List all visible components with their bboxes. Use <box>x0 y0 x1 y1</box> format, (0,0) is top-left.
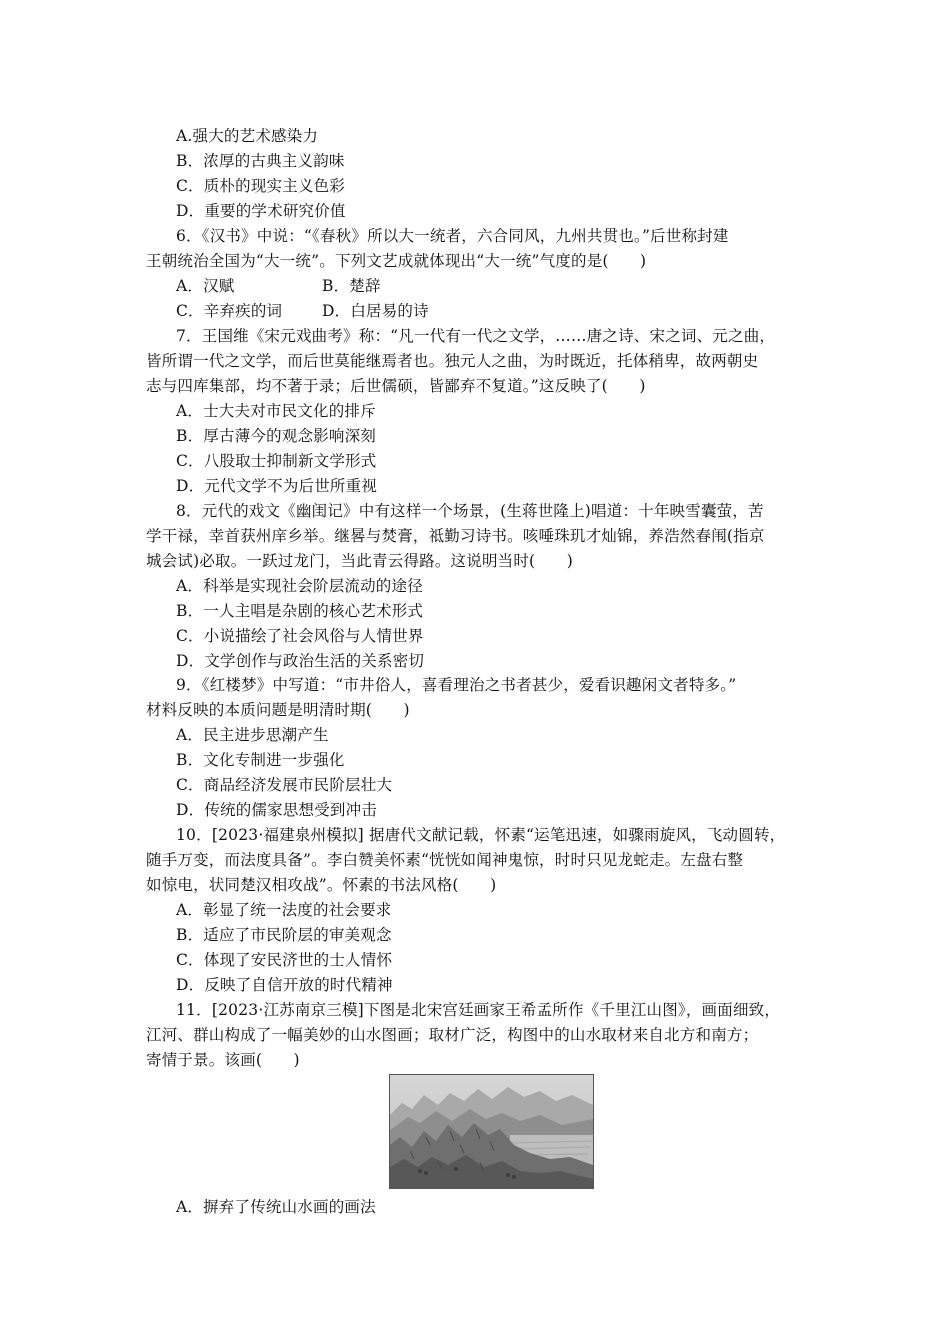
q10-stem-line-3: 如惊电，状同楚汉相攻战”。怀素的书法风格( ) <box>146 876 497 894</box>
q6-option-d: D．白居易的诗 <box>322 302 429 320</box>
q7-stem-line-1: 7．王国维《宋元戏曲考》称：“凡一代有一代之文学，……唐之诗、宋之词、元之曲， <box>176 327 776 345</box>
q6-stem-line-1: 6．《汉书》中说：“《春秋》所以大一统者，六合同风，九州共贯也。”后世称封建 <box>176 227 729 245</box>
q7-stem-line-3: 志与四库集部，均不著于录；后世儒硕，皆鄙弃不复道。”这反映了( ) <box>146 377 646 395</box>
q8-option-d: D．文学创作与政治生活的关系密切 <box>176 652 425 670</box>
q6-option-a: A．汉赋 <box>176 277 235 295</box>
prev-option-b: B．浓厚的古典主义韵味 <box>176 152 345 170</box>
q11-stem-line-2: 江河、群山构成了一幅美妙的山水图画；取材广泛，构图中的山水取材来自北方和南方； <box>146 1026 759 1044</box>
landscape-painting-image <box>389 1074 594 1189</box>
q7-stem-line-2: 皆所谓一代之文学，而后世莫能继焉者也。独元人之曲，为时既近，托体稍卑，故两朝史 <box>146 352 759 370</box>
q9-option-a: A．民主进步思潮产生 <box>176 726 329 744</box>
q11-stem-line-3: 寄情于景。该画( ) <box>146 1051 300 1069</box>
q9-option-d: D．传统的儒家思想受到冲击 <box>176 801 378 819</box>
landscape-painting-svg <box>390 1075 593 1188</box>
q8-stem-line-3: 城会试)必取。一跃过龙门，当此青云得路。这说明当时( ) <box>146 552 573 570</box>
q10-option-a: A．彰显了统一法度的社会要求 <box>176 901 392 919</box>
q7-option-b: B．厚古薄今的观念影响深刻 <box>176 427 376 445</box>
q10-option-c: C．体现了安民济世的士人情怀 <box>176 951 393 969</box>
q7-option-c: C．八股取士抑制新文学形式 <box>176 452 377 470</box>
prev-option-d: D．重要的学术研究价值 <box>176 202 346 220</box>
q8-option-a: A．科举是实现社会阶层流动的途径 <box>176 577 423 595</box>
q10-stem-line-2: 随手万变，而法度具备”。李白赞美怀素“恍恍如闻神鬼惊，时时只见龙蛇走。左盘右整 <box>146 851 744 869</box>
q7-option-a: A．士大夫对市民文化的排斥 <box>176 402 376 420</box>
q8-option-b: B．一人主唱是杂剧的核心艺术形式 <box>176 602 424 620</box>
q9-stem-line-2: 材料反映的本质问题是明清时期( ) <box>146 701 410 719</box>
q8-stem-line-2: 学干禄，幸首获州庠乡举。继晷与焚膏，祗勤习诗书。咳唾珠玑才灿锦，养浩然春闱(指京 <box>146 527 765 545</box>
q6-option-c: C．辛弃疾的词 <box>176 302 283 320</box>
q10-stem-line-1: 10．[2023·福建泉州模拟] 据唐代文献记载，怀素“运笔迅速，如骤雨旋风，飞动圆转， <box>176 826 786 844</box>
q8-option-c: C．小说描绘了社会风俗与人情世界 <box>176 627 424 645</box>
q6-stem-line-2: 王朝统治全国为“大一统”。下列文艺成就体现出“大一统”气度的是( ) <box>146 252 647 270</box>
q7-option-d: D．元代文学不为后世所重视 <box>176 477 378 495</box>
q11-stem-line-1: 11．[2023·江苏南京三模]下图是北宋宫廷画家王希孟所作《千里江山图》，画面细致， <box>176 1001 781 1019</box>
q9-stem-line-1: 9．《红楼梦》中写道：“市井俗人，喜看理治之书者甚少，爱看识趣闲文者特多。” <box>176 676 737 694</box>
q6-option-b: B．楚辞 <box>322 277 381 295</box>
q10-option-b: B．适应了市民阶层的审美观念 <box>176 926 392 944</box>
prev-option-a: A.强大的艺术感染力 <box>176 127 319 145</box>
q8-stem-line-1: 8．元代的戏文《幽闺记》中有这样一个场景，(生蒋世隆上)唱道：十年映雪囊萤，苦 <box>176 502 764 520</box>
q11-option-a: A．摒弃了传统山水画的画法 <box>176 1198 376 1216</box>
prev-option-c: C．质朴的现实主义色彩 <box>176 177 346 195</box>
q9-option-c: C．商品经济发展市民阶层壮大 <box>176 776 393 794</box>
q9-option-b: B．文化专制进一步强化 <box>176 751 345 769</box>
q10-option-d: D．反映了自信开放的时代精神 <box>176 976 393 994</box>
